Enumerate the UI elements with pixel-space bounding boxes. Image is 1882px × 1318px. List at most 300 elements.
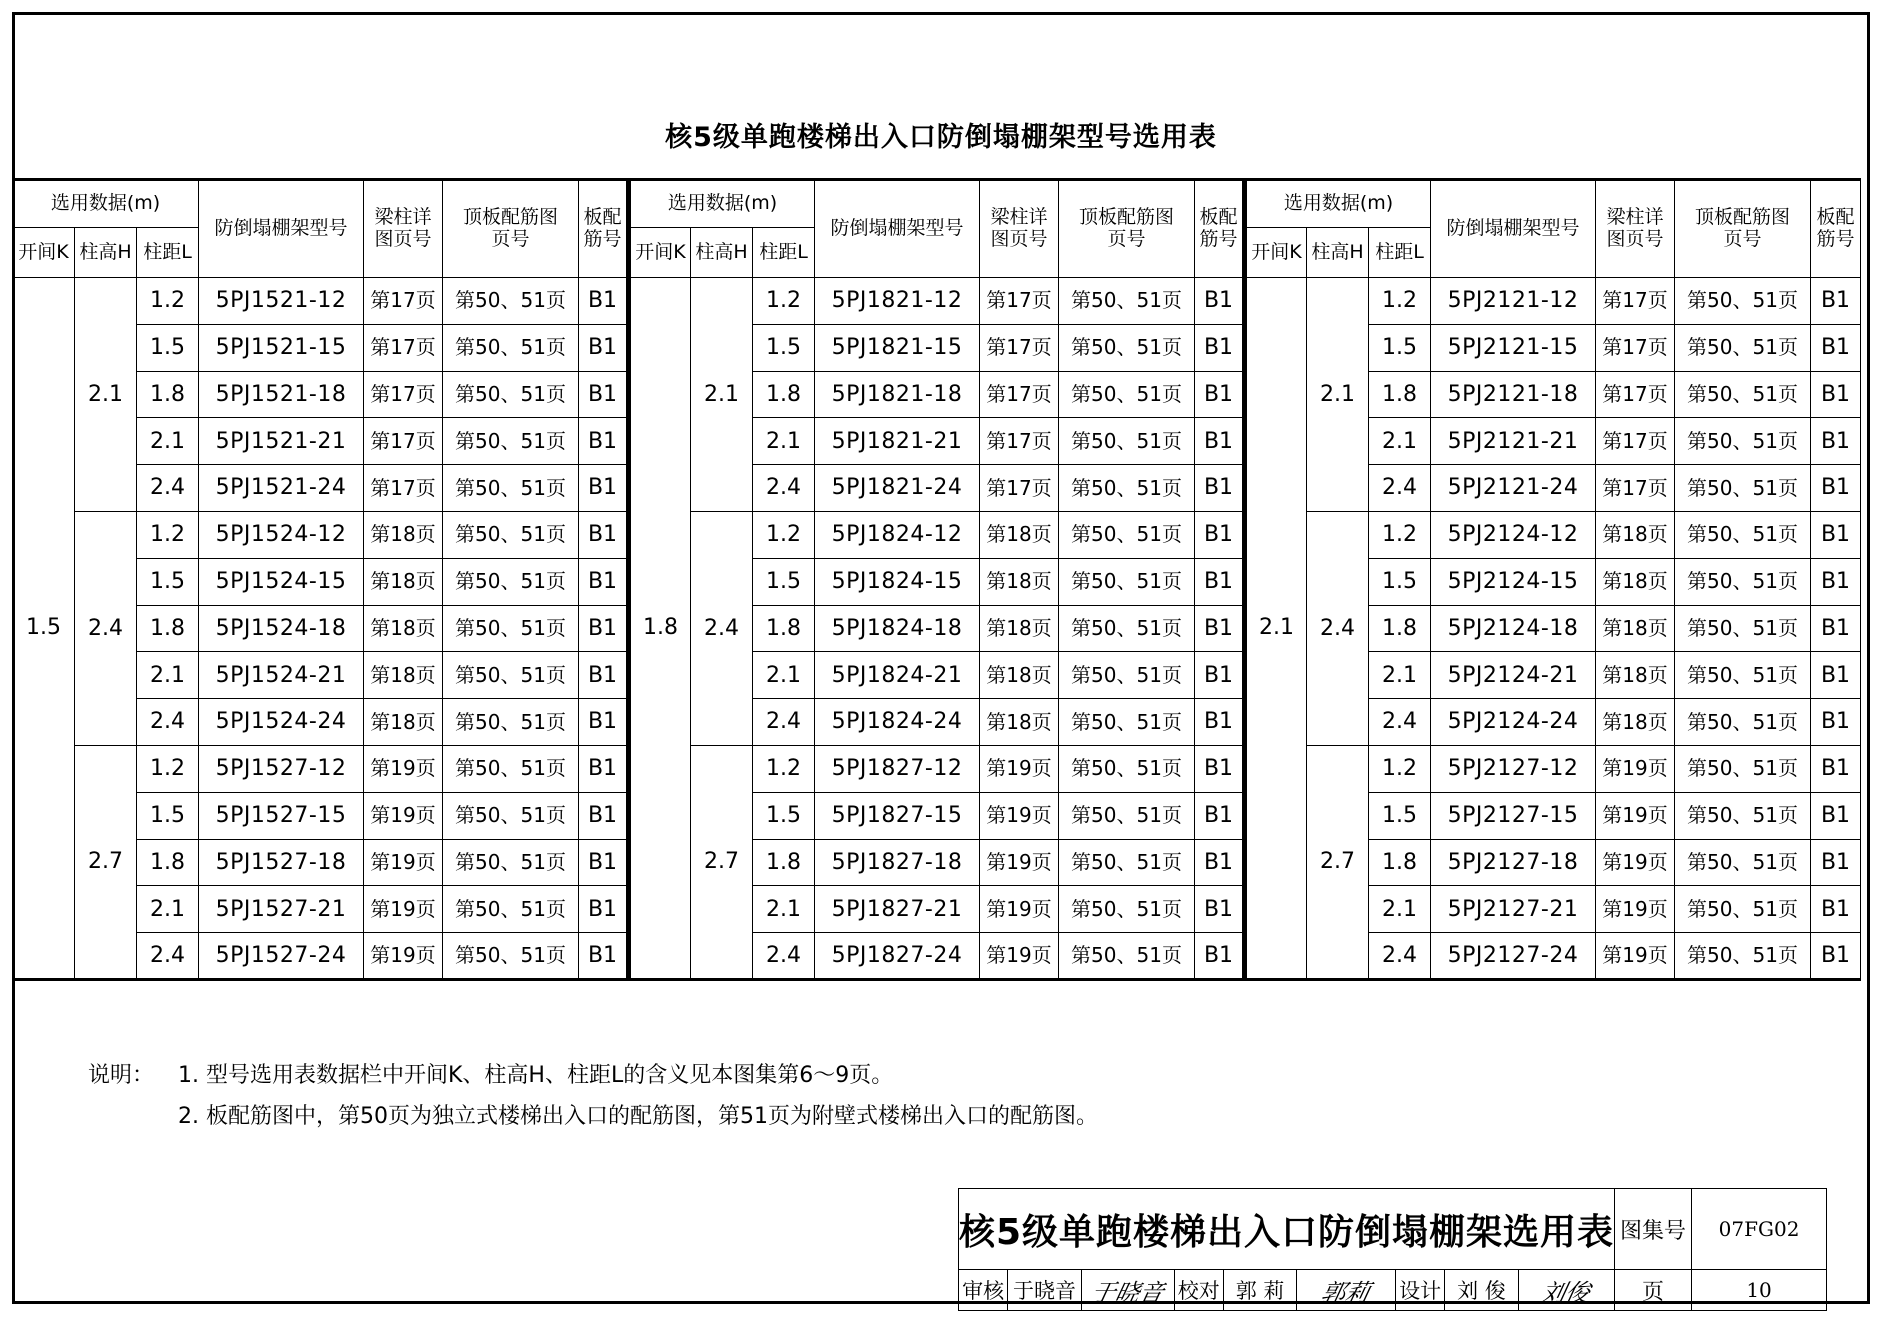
beam-page-ref: 第17页 xyxy=(1596,278,1675,325)
slab-number: B1 xyxy=(1811,605,1861,652)
model-number: 5PJ2124-24 xyxy=(1431,699,1596,746)
beam-page-ref: 第19页 xyxy=(980,886,1059,933)
table-row xyxy=(13,792,1861,839)
beam-page-ref: 第18页 xyxy=(364,652,443,699)
header-slab-no xyxy=(1811,180,1861,278)
header-beam-page-line-2: 图页号 xyxy=(1606,228,1664,250)
slab-number: B1 xyxy=(1195,933,1245,980)
model-number: 5PJ1821-18 xyxy=(815,371,980,418)
beam-page-ref: 第17页 xyxy=(980,278,1059,325)
selection-table xyxy=(12,178,1861,981)
model-number: 5PJ1824-15 xyxy=(815,558,980,605)
header-beam-page-line-1: 梁柱详 xyxy=(374,206,432,229)
slab-number: B1 xyxy=(579,465,629,512)
slab-number: B1 xyxy=(1195,745,1245,792)
spacing-l-value: 2.1 xyxy=(1369,652,1431,699)
table-row xyxy=(13,605,1861,652)
slab-number: B1 xyxy=(1811,839,1861,886)
model-number: 5PJ1521-18 xyxy=(199,371,364,418)
roof-page-ref: 第50、51页 xyxy=(1059,558,1195,605)
slab-number: B1 xyxy=(579,886,629,933)
model-number: 5PJ2127-24 xyxy=(1431,933,1596,980)
beam-page-ref: 第18页 xyxy=(1596,605,1675,652)
page-number: 10 xyxy=(1692,1270,1827,1311)
header-selection-data: 选用数据(m) xyxy=(629,180,815,228)
header-selection-data: 选用数据(m) xyxy=(1245,180,1431,228)
roof-page-ref: 第50、51页 xyxy=(1675,324,1811,371)
spacing-l-value: 2.4 xyxy=(137,465,199,512)
design-label: 设计 xyxy=(1395,1270,1444,1311)
model-number: 5PJ1527-12 xyxy=(199,745,364,792)
header-slab-no-line-2: 筋号 xyxy=(1199,228,1238,250)
header-span-k: 开间K xyxy=(13,228,75,278)
reviewer-signature-mark: 于晓音 xyxy=(1088,1278,1167,1307)
title-block xyxy=(958,1188,1827,1311)
model-number: 5PJ2127-15 xyxy=(1431,792,1596,839)
roof-page-ref: 第50、51页 xyxy=(1675,792,1811,839)
height-h-value: 2.4 xyxy=(691,511,753,745)
spacing-l-value: 1.8 xyxy=(1369,371,1431,418)
spacing-l-value: 1.2 xyxy=(753,511,815,558)
spacing-l-value: 1.2 xyxy=(137,511,199,558)
beam-page-ref: 第19页 xyxy=(364,839,443,886)
beam-page-ref: 第19页 xyxy=(364,886,443,933)
table-header xyxy=(13,180,1861,278)
table-row xyxy=(13,839,1861,886)
header-roof-page xyxy=(443,180,579,278)
roof-page-ref: 第50、51页 xyxy=(443,605,579,652)
slab-number: B1 xyxy=(579,558,629,605)
spacing-l-value: 2.4 xyxy=(753,933,815,980)
roof-page-ref: 第50、51页 xyxy=(1675,605,1811,652)
beam-page-ref: 第19页 xyxy=(980,933,1059,980)
header-beam-page xyxy=(1596,180,1675,278)
spacing-l-value: 1.8 xyxy=(753,839,815,886)
roof-page-ref: 第50、51页 xyxy=(1059,324,1195,371)
span-k-value: 1.8 xyxy=(629,278,691,980)
slab-number: B1 xyxy=(579,418,629,465)
beam-page-ref: 第19页 xyxy=(364,792,443,839)
designer-name: 刘 俊 xyxy=(1445,1270,1518,1311)
atlas-label: 图集号 xyxy=(1615,1189,1692,1270)
height-h-value: 2.1 xyxy=(1307,278,1369,512)
slab-number: B1 xyxy=(1195,605,1245,652)
spacing-l-value: 1.2 xyxy=(753,278,815,325)
note-item-1: 1. 型号选用表数据栏中开间K、柱高H、柱距L的含义见本图集第6～9页。 xyxy=(178,1063,894,1088)
roof-page-ref: 第50、51页 xyxy=(443,418,579,465)
table-row xyxy=(13,511,1861,558)
spacing-l-value: 1.5 xyxy=(1369,558,1431,605)
beam-page-ref: 第18页 xyxy=(980,558,1059,605)
model-number: 5PJ1521-21 xyxy=(199,418,364,465)
table-row xyxy=(13,699,1861,746)
beam-page-ref: 第18页 xyxy=(1596,511,1675,558)
beam-page-ref: 第19页 xyxy=(364,745,443,792)
table-body xyxy=(13,278,1861,980)
spacing-l-value: 1.5 xyxy=(1369,324,1431,371)
roof-page-ref: 第50、51页 xyxy=(1675,745,1811,792)
beam-page-ref: 第18页 xyxy=(364,511,443,558)
spacing-l-value: 1.5 xyxy=(753,558,815,605)
header-roof-page-line-2: 页号 xyxy=(1107,228,1146,250)
model-number: 5PJ2124-21 xyxy=(1431,652,1596,699)
slab-number: B1 xyxy=(1811,465,1861,512)
check-label: 校对 xyxy=(1174,1270,1223,1311)
beam-page-ref: 第17页 xyxy=(364,418,443,465)
slab-number: B1 xyxy=(1195,886,1245,933)
roof-page-ref: 第50、51页 xyxy=(1675,465,1811,512)
model-number: 5PJ2121-24 xyxy=(1431,465,1596,512)
slab-number: B1 xyxy=(1195,324,1245,371)
spacing-l-value: 1.5 xyxy=(137,558,199,605)
spacing-l-value: 2.1 xyxy=(137,418,199,465)
header-beam-page-line-1: 梁柱详 xyxy=(990,206,1048,229)
header-roof-page-line-1: 顶板配筋图 xyxy=(1078,206,1174,229)
model-number: 5PJ2127-12 xyxy=(1431,745,1596,792)
beam-page-ref: 第17页 xyxy=(364,278,443,325)
roof-page-ref: 第50、51页 xyxy=(443,465,579,512)
reviewer-name: 于晓音 xyxy=(1008,1270,1081,1311)
roof-page-ref: 第50、51页 xyxy=(1675,699,1811,746)
height-h-value: 2.7 xyxy=(1307,745,1369,979)
spacing-l-value: 1.2 xyxy=(1369,745,1431,792)
spacing-l-value: 1.2 xyxy=(753,745,815,792)
header-spacing-l: 柱距L xyxy=(1369,228,1431,278)
beam-page-ref: 第18页 xyxy=(364,558,443,605)
model-number: 5PJ2121-12 xyxy=(1431,278,1596,325)
model-number: 5PJ1821-21 xyxy=(815,418,980,465)
roof-page-ref: 第50、51页 xyxy=(1059,465,1195,512)
roof-page-ref: 第50、51页 xyxy=(443,511,579,558)
model-number: 5PJ1821-24 xyxy=(815,465,980,512)
beam-page-ref: 第18页 xyxy=(364,605,443,652)
checker-name: 郭 莉 xyxy=(1223,1270,1296,1311)
beam-page-ref: 第19页 xyxy=(980,839,1059,886)
model-number: 5PJ1824-12 xyxy=(815,511,980,558)
beam-page-ref: 第17页 xyxy=(1596,465,1675,512)
roof-page-ref: 第50、51页 xyxy=(1059,886,1195,933)
height-h-value: 2.4 xyxy=(1307,511,1369,745)
slab-number: B1 xyxy=(1811,652,1861,699)
beam-page-ref: 第18页 xyxy=(364,699,443,746)
beam-page-ref: 第17页 xyxy=(1596,324,1675,371)
header-height-h: 柱高H xyxy=(691,228,753,278)
beam-page-ref: 第17页 xyxy=(364,324,443,371)
beam-page-ref: 第18页 xyxy=(1596,652,1675,699)
header-roof-page-line-1: 顶板配筋图 xyxy=(1694,206,1790,229)
header-roof-page-line-2: 页号 xyxy=(491,228,530,250)
spacing-l-value: 2.1 xyxy=(1369,886,1431,933)
model-number: 5PJ2121-18 xyxy=(1431,371,1596,418)
spacing-l-value: 2.4 xyxy=(753,699,815,746)
slab-number: B1 xyxy=(1195,792,1245,839)
height-h-value: 2.7 xyxy=(691,745,753,979)
spacing-l-value: 1.5 xyxy=(137,324,199,371)
table-row xyxy=(13,933,1861,980)
slab-number: B1 xyxy=(1811,511,1861,558)
table-row xyxy=(13,418,1861,465)
roof-page-ref: 第50、51页 xyxy=(443,933,579,980)
model-number: 5PJ1827-24 xyxy=(815,933,980,980)
table-row xyxy=(13,371,1861,418)
header-slab-no-line-1: 板配 xyxy=(1816,206,1855,229)
table-row xyxy=(13,324,1861,371)
roof-page-ref: 第50、51页 xyxy=(443,886,579,933)
height-h-value: 2.7 xyxy=(75,745,137,979)
beam-page-ref: 第18页 xyxy=(980,605,1059,652)
beam-page-ref: 第17页 xyxy=(980,371,1059,418)
notes-label: 说明： xyxy=(88,1063,155,1088)
spacing-l-value: 2.1 xyxy=(753,418,815,465)
roof-page-ref: 第50、51页 xyxy=(443,745,579,792)
model-number: 5PJ1821-15 xyxy=(815,324,980,371)
roof-page-ref: 第50、51页 xyxy=(443,839,579,886)
beam-page-ref: 第18页 xyxy=(1596,558,1675,605)
header-slab-no-line-1: 板配 xyxy=(583,206,622,229)
roof-page-ref: 第50、51页 xyxy=(1675,511,1811,558)
spacing-l-value: 2.4 xyxy=(1369,465,1431,512)
roof-page-ref: 第50、51页 xyxy=(1059,699,1195,746)
header-beam-page-line-2: 图页号 xyxy=(990,228,1048,250)
spacing-l-value: 2.4 xyxy=(753,465,815,512)
slab-number: B1 xyxy=(1811,792,1861,839)
slab-number: B1 xyxy=(579,371,629,418)
slab-number: B1 xyxy=(1195,465,1245,512)
model-number: 5PJ1824-21 xyxy=(815,652,980,699)
beam-page-ref: 第18页 xyxy=(980,699,1059,746)
roof-page-ref: 第50、51页 xyxy=(1675,933,1811,980)
slab-number: B1 xyxy=(1195,371,1245,418)
spacing-l-value: 1.8 xyxy=(137,605,199,652)
beam-page-ref: 第19页 xyxy=(980,745,1059,792)
header-height-h: 柱高H xyxy=(1307,228,1369,278)
model-number: 5PJ1521-12 xyxy=(199,278,364,325)
spacing-l-value: 2.4 xyxy=(137,933,199,980)
beam-page-ref: 第19页 xyxy=(364,933,443,980)
roof-page-ref: 第50、51页 xyxy=(1059,371,1195,418)
review-label: 审核 xyxy=(959,1270,1008,1311)
checker-signature xyxy=(1297,1270,1396,1311)
spacing-l-value: 2.1 xyxy=(137,886,199,933)
model-number: 5PJ2124-15 xyxy=(1431,558,1596,605)
header-roof-page-line-2: 页号 xyxy=(1723,228,1762,250)
slab-number: B1 xyxy=(579,511,629,558)
model-number: 5PJ1827-12 xyxy=(815,745,980,792)
beam-page-ref: 第17页 xyxy=(980,465,1059,512)
slab-number: B1 xyxy=(1195,418,1245,465)
header-height-h: 柱高H xyxy=(75,228,137,278)
header-roof-page-line-1: 顶板配筋图 xyxy=(462,206,558,229)
slab-number: B1 xyxy=(1811,324,1861,371)
spacing-l-value: 1.5 xyxy=(1369,792,1431,839)
reviewer-signature xyxy=(1081,1270,1174,1311)
height-h-value: 2.1 xyxy=(691,278,753,512)
beam-page-ref: 第19页 xyxy=(1596,933,1675,980)
model-number: 5PJ1524-12 xyxy=(199,511,364,558)
model-number: 5PJ1524-18 xyxy=(199,605,364,652)
model-number: 5PJ2127-18 xyxy=(1431,839,1596,886)
roof-page-ref: 第50、51页 xyxy=(1675,886,1811,933)
spacing-l-value: 1.2 xyxy=(137,278,199,325)
roof-page-ref: 第50、51页 xyxy=(443,278,579,325)
beam-page-ref: 第19页 xyxy=(1596,886,1675,933)
model-number: 5PJ1527-21 xyxy=(199,886,364,933)
slab-number: B1 xyxy=(1811,699,1861,746)
spacing-l-value: 2.1 xyxy=(753,886,815,933)
slab-number: B1 xyxy=(579,933,629,980)
roof-page-ref: 第50、51页 xyxy=(1059,605,1195,652)
header-span-k: 开间K xyxy=(1245,228,1307,278)
roof-page-ref: 第50、51页 xyxy=(1059,418,1195,465)
table-row xyxy=(13,278,1861,325)
header-span-k: 开间K xyxy=(629,228,691,278)
roof-page-ref: 第50、51页 xyxy=(443,558,579,605)
roof-page-ref: 第50、51页 xyxy=(1675,371,1811,418)
model-number: 5PJ2124-12 xyxy=(1431,511,1596,558)
slab-number: B1 xyxy=(1811,278,1861,325)
span-k-value: 2.1 xyxy=(1245,278,1307,980)
beam-page-ref: 第17页 xyxy=(980,324,1059,371)
header-slab-no xyxy=(1195,180,1245,278)
spacing-l-value: 1.2 xyxy=(1369,511,1431,558)
model-number: 5PJ1524-24 xyxy=(199,699,364,746)
roof-page-ref: 第50、51页 xyxy=(1059,745,1195,792)
spacing-l-value: 1.2 xyxy=(1369,278,1431,325)
page-title: 核5级单跑楼梯出入口防倒塌棚架型号选用表 xyxy=(665,122,1217,153)
model-number: 5PJ2127-21 xyxy=(1431,886,1596,933)
slab-number: B1 xyxy=(579,652,629,699)
roof-page-ref: 第50、51页 xyxy=(1675,418,1811,465)
roof-page-ref: 第50、51页 xyxy=(1059,278,1195,325)
header-slab-no xyxy=(579,180,629,278)
roof-page-ref: 第50、51页 xyxy=(443,371,579,418)
slab-number: B1 xyxy=(1811,371,1861,418)
header-beam-page xyxy=(980,180,1059,278)
model-number: 5PJ1527-18 xyxy=(199,839,364,886)
note-item-2: 2. 板配筋图中，第50页为独立式楼梯出入口的配筋图，第51页为附壁式楼梯出入口的配筋图。 xyxy=(178,1104,1098,1129)
model-number: 5PJ2121-21 xyxy=(1431,418,1596,465)
model-number: 5PJ1821-12 xyxy=(815,278,980,325)
beam-page-ref: 第19页 xyxy=(1596,745,1675,792)
header-roof-page xyxy=(1675,180,1811,278)
spacing-l-value: 2.1 xyxy=(753,652,815,699)
slab-number: B1 xyxy=(1811,745,1861,792)
slab-number: B1 xyxy=(579,324,629,371)
slab-number: B1 xyxy=(1195,558,1245,605)
model-number: 5PJ1521-24 xyxy=(199,465,364,512)
title-block-title: 核5级单跑楼梯出入口防倒塌棚架选用表 xyxy=(959,1189,1615,1270)
model-number: 5PJ1527-24 xyxy=(199,933,364,980)
header-spacing-l: 柱距L xyxy=(753,228,815,278)
roof-page-ref: 第50、51页 xyxy=(1675,652,1811,699)
spacing-l-value: 1.2 xyxy=(137,745,199,792)
beam-page-ref: 第18页 xyxy=(980,511,1059,558)
header-beam-page xyxy=(364,180,443,278)
beam-page-ref: 第17页 xyxy=(1596,418,1675,465)
header-beam-page-line-2: 图页号 xyxy=(374,228,432,250)
roof-page-ref: 第50、51页 xyxy=(443,792,579,839)
span-k-value: 1.5 xyxy=(13,278,75,980)
spacing-l-value: 1.8 xyxy=(753,605,815,652)
spacing-l-value: 1.8 xyxy=(1369,605,1431,652)
model-number: 5PJ1824-24 xyxy=(815,699,980,746)
table-row xyxy=(13,652,1861,699)
slab-number: B1 xyxy=(579,745,629,792)
beam-page-ref: 第17页 xyxy=(980,418,1059,465)
table-row xyxy=(13,558,1861,605)
roof-page-ref: 第50、51页 xyxy=(1675,278,1811,325)
slab-number: B1 xyxy=(579,605,629,652)
model-number: 5PJ1521-15 xyxy=(199,324,364,371)
roof-page-ref: 第50、51页 xyxy=(443,652,579,699)
slab-number: B1 xyxy=(1811,886,1861,933)
beam-page-ref: 第19页 xyxy=(980,792,1059,839)
slab-number: B1 xyxy=(579,839,629,886)
header-model: 防倒塌棚架型号 xyxy=(1431,180,1596,278)
model-number: 5PJ2124-18 xyxy=(1431,605,1596,652)
beam-page-ref: 第18页 xyxy=(1596,699,1675,746)
slab-number: B1 xyxy=(1195,839,1245,886)
roof-page-ref: 第50、51页 xyxy=(1059,839,1195,886)
header-roof-page xyxy=(1059,180,1195,278)
designer-signature-mark: 刘俊 xyxy=(1538,1278,1593,1307)
roof-page-ref: 第50、51页 xyxy=(1059,933,1195,980)
spacing-l-value: 1.8 xyxy=(1369,839,1431,886)
spacing-l-value: 2.1 xyxy=(1369,418,1431,465)
spacing-l-value: 1.8 xyxy=(137,371,199,418)
roof-page-ref: 第50、51页 xyxy=(1675,558,1811,605)
checker-signature-mark: 郭莉 xyxy=(1318,1278,1373,1307)
roof-page-ref: 第50、51页 xyxy=(1675,839,1811,886)
slab-number: B1 xyxy=(1195,278,1245,325)
model-number: 5PJ1524-21 xyxy=(199,652,364,699)
slab-number: B1 xyxy=(1195,511,1245,558)
model-number: 5PJ1827-21 xyxy=(815,886,980,933)
height-h-value: 2.4 xyxy=(75,511,137,745)
model-number: 5PJ1827-18 xyxy=(815,839,980,886)
spacing-l-value: 2.1 xyxy=(137,652,199,699)
beam-page-ref: 第17页 xyxy=(364,371,443,418)
beam-page-ref: 第19页 xyxy=(1596,839,1675,886)
roof-page-ref: 第50、51页 xyxy=(443,699,579,746)
table-row xyxy=(13,886,1861,933)
model-number: 5PJ2121-15 xyxy=(1431,324,1596,371)
header-model: 防倒塌棚架型号 xyxy=(815,180,980,278)
beam-page-ref: 第18页 xyxy=(980,652,1059,699)
height-h-value: 2.1 xyxy=(75,278,137,512)
page-label: 页 xyxy=(1615,1270,1692,1311)
slab-number: B1 xyxy=(1195,652,1245,699)
beam-page-ref: 第17页 xyxy=(364,465,443,512)
slab-number: B1 xyxy=(579,699,629,746)
slab-number: B1 xyxy=(579,278,629,325)
designer-signature xyxy=(1518,1270,1614,1311)
model-number: 5PJ1524-15 xyxy=(199,558,364,605)
model-number: 5PJ1824-18 xyxy=(815,605,980,652)
spacing-l-value: 2.4 xyxy=(1369,933,1431,980)
slab-number: B1 xyxy=(1811,418,1861,465)
slab-number: B1 xyxy=(1195,699,1245,746)
spacing-l-value: 1.8 xyxy=(753,371,815,418)
spacing-l-value: 1.5 xyxy=(753,792,815,839)
model-number: 5PJ1827-15 xyxy=(815,792,980,839)
slab-number: B1 xyxy=(579,792,629,839)
spacing-l-value: 2.4 xyxy=(137,699,199,746)
spacing-l-value: 1.8 xyxy=(137,839,199,886)
roof-page-ref: 第50、51页 xyxy=(1059,511,1195,558)
header-slab-no-line-1: 板配 xyxy=(1199,206,1238,229)
model-number: 5PJ1527-15 xyxy=(199,792,364,839)
